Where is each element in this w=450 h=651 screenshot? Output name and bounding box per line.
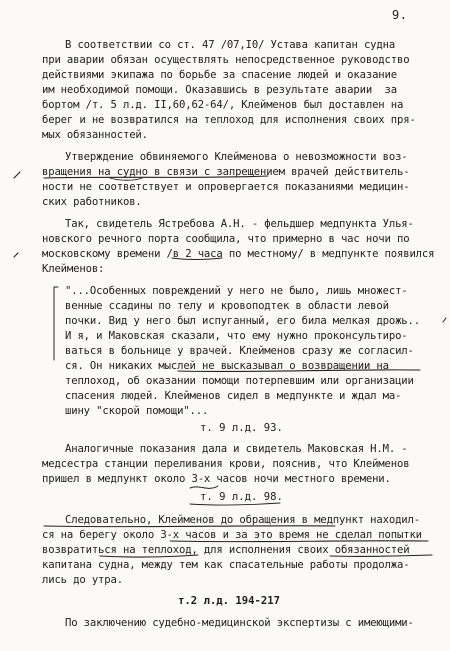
quote-line: спасения людей. Клейменов сидел в медпункте и ждал ма- xyxy=(65,390,402,402)
quote-line: "...Особенных повреждений у него не было, лишь множест- xyxy=(65,285,408,297)
margin-bracket xyxy=(54,287,58,360)
text-line: вращения на судно в связи с запрещением врачей действитель- xyxy=(42,166,410,178)
margin-mark xyxy=(14,172,20,178)
text-line: ся на берегу около 3-х часов и за это время не сделал попытки xyxy=(42,529,422,541)
text-line: В соответствии со ст. 47 /07,I0/ Устава капитан судна xyxy=(65,39,396,51)
text-line: мых обязанностей. xyxy=(42,129,148,141)
text-line: пришел в медпункт около 3-х часов ночи местного времени. xyxy=(42,473,391,485)
text-line: ских работников. xyxy=(42,196,142,208)
text-line: Клейменов: xyxy=(42,263,105,275)
quote-line: почки. Вид у него был испуганный, его била мелкая дрожь.. xyxy=(65,315,420,327)
quote-line: ся. Он никаких мыслей не высказывал о возвращении на xyxy=(65,360,389,372)
text-line: Аналогичные показания дала и свидетель Маковская Н.М. - xyxy=(65,443,408,455)
case-reference: т.2 л.д. 194-217 xyxy=(178,595,281,607)
text-line: московскому времени /в 2 часа по местному/ в медпункте появился xyxy=(42,248,435,260)
text-line: Так, свидетель Ястребова А.Н. - фельдшер медпункта Улья- xyxy=(65,218,414,230)
text-line: бортом /т. 5 л.д. II,60,62-64/, Клейменов был доставлен на xyxy=(42,99,404,111)
text-line: Утверждение обвиняемого Клейменова о невозможности воз- xyxy=(65,151,408,163)
text-line: ности не соответствует и опровергается показаниями медицин- xyxy=(42,181,410,193)
text-line: Следовательно, Клейменов до обращения в медпункт находил- xyxy=(65,514,420,526)
page-number: 9. xyxy=(392,8,408,22)
case-reference: т. 9 л.д. 93. xyxy=(200,422,283,434)
text-line: при аварии обязан осуществлять непосредственное руководство xyxy=(42,54,410,66)
case-reference: т. 9 л.д. 98. xyxy=(200,491,283,503)
text-line: берег и не возвратился на теплоход для исполнения своих пря- xyxy=(42,114,416,126)
quote-line: теплоход, об оказании помощи потерпевшим или организации xyxy=(65,375,414,387)
text-line: капитана судна, между тем как спасательные работы продолжа- xyxy=(42,559,410,571)
text-line: медсестра станции переливания крови, пояснив, что Клейменов xyxy=(42,458,410,470)
text-line: новского речного порта сообщила, что примерно в час ночи по xyxy=(42,233,410,245)
quote-line: И я, и Маковская сказали, что ему нужно проконсультиро- xyxy=(65,330,408,342)
margin-mark xyxy=(14,253,18,257)
text-line: действиями экипажа по борьбе за спасение людей и оказание xyxy=(42,69,397,81)
margin-mark xyxy=(443,318,446,322)
quote-line: ваться в больнице у врачей. Клейменов сразу же согласил- xyxy=(65,345,414,357)
quote-line: шину "скорой помощи"... xyxy=(65,405,209,417)
quote-line: венные ссадины по телу и кровоподтек в области левой xyxy=(65,300,389,312)
text-line: возвратиться на теплоход, для исполнения своих обязанностей xyxy=(42,544,410,556)
text-line: По заключению судебно-медицинской экспертизы с имеющими- xyxy=(65,617,414,629)
text-line: им необходимой помощи. Оказавшись в результате аварии за xyxy=(42,84,397,96)
text-line: лись до утра. xyxy=(42,574,123,586)
